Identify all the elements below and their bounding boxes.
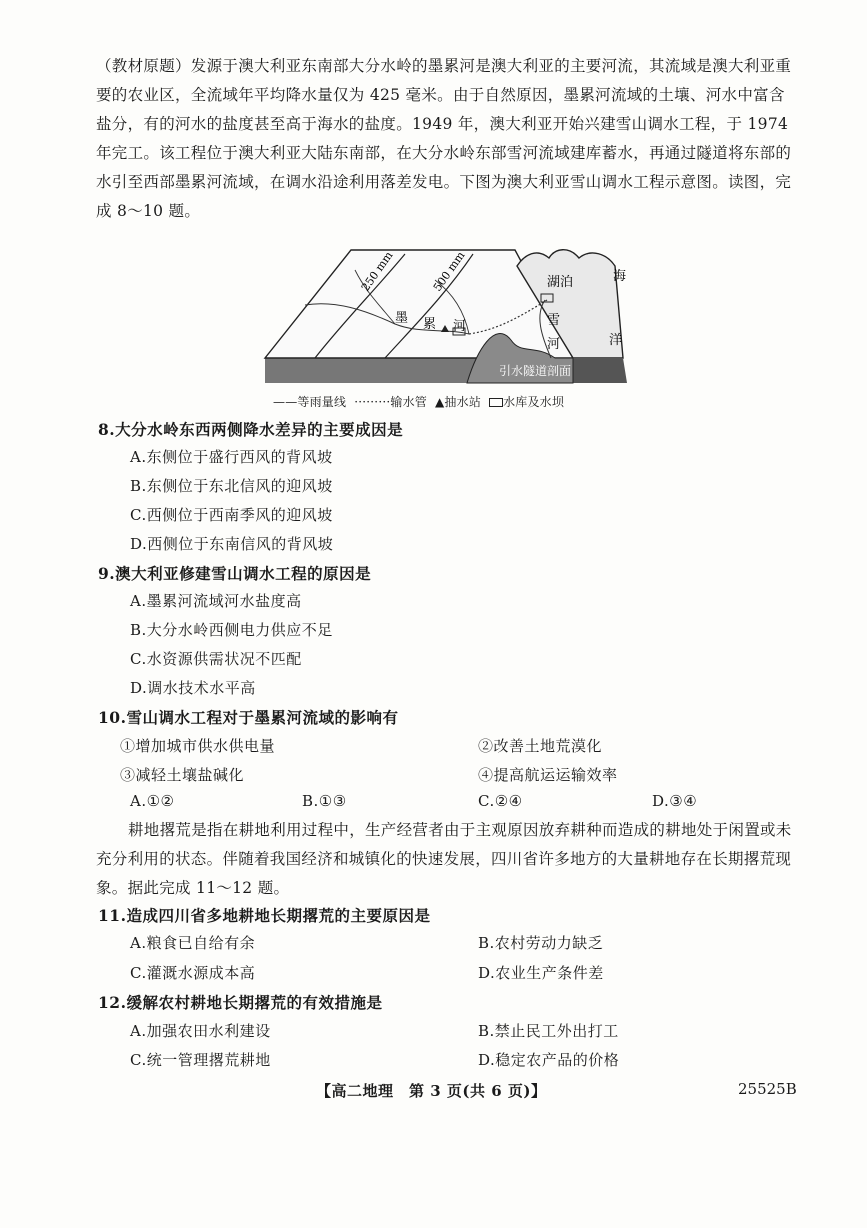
legend-dam-icon — [489, 398, 503, 407]
page-footer: 【高二地理 第 3 页(共 6 页)】 — [316, 1082, 547, 1100]
label-mo: 墨 — [395, 311, 409, 326]
block-diagram-svg — [255, 240, 635, 408]
label-he2: 河 — [547, 337, 561, 352]
question-10-stem: 10.雪山调水工程对于墨累河流域的影响有 — [98, 708, 399, 727]
q11-option-b[interactable]: B.农村劳动力缺乏 — [478, 934, 604, 952]
q9-option-d[interactable]: D.调水技术水平高 — [130, 679, 256, 697]
q8-option-c[interactable]: C.西侧位于西南季风的迎风坡 — [130, 506, 333, 524]
q10-option-c[interactable]: C.②④ — [478, 792, 523, 810]
q10-option-b[interactable]: B.①③ — [302, 792, 347, 810]
label-tunnel: 引水隧道剖面 — [499, 364, 572, 378]
q9-option-a[interactable]: A.墨累河流域河水盐度高 — [130, 592, 302, 610]
snowy-mountains-diagram — [255, 240, 635, 408]
legend-contour: ——等雨量线 — [273, 395, 347, 409]
intro-passage-2-text: 耕地撂荒是指在耕地利用过程中，生产经营者由于主观原因放弃耕种而造成的耕地处于闲置或未充分利用的状态。伴随着我国经济和城镇化的快速发展，四川省许多地方的大量耕地存在长期撂荒现象。据此完成 11～12 题。 — [96, 821, 792, 897]
intro-passage-2 — [96, 816, 798, 903]
q10-option-d[interactable]: D.③④ — [652, 792, 698, 810]
legend-pipe: ·········输水管 — [354, 395, 427, 409]
q8-option-b[interactable]: B.东侧位于东北信风的迎风坡 — [130, 477, 333, 495]
legend-dam: 水库及水坝 — [503, 395, 565, 409]
label-yang: 洋 — [609, 333, 623, 348]
q11-option-c[interactable]: C.灌溉水源成本高 — [130, 964, 256, 982]
label-he: 河 — [453, 319, 467, 334]
q10-item-2: ②改善土地荒漠化 — [478, 737, 603, 755]
label-500: 500 mm — [430, 249, 468, 294]
question-12-stem: 12.缓解农村耕地长期撂荒的有效措施是 — [98, 993, 383, 1012]
map-legend — [273, 393, 564, 410]
label-hai: 海 — [613, 269, 627, 284]
block-side-face — [573, 358, 627, 383]
q9-option-c[interactable]: C.水资源供需状况不匹配 — [130, 650, 302, 668]
q8-option-d[interactable]: D.西侧位于东南信风的背风坡 — [130, 535, 334, 553]
q11-option-a[interactable]: A.粮食已自给有余 — [130, 934, 256, 952]
label-lei: 累 — [423, 317, 437, 332]
q10-item-1: ①增加城市供水供电量 — [120, 737, 276, 755]
q10-option-a[interactable]: A.①② — [130, 792, 175, 810]
q10-item-3: ③减轻土壤盐碱化 — [120, 766, 245, 784]
q11-option-d[interactable]: D.农业生产条件差 — [478, 964, 604, 982]
q12-option-a[interactable]: A.加强农田水利建设 — [130, 1022, 271, 1040]
question-9-stem: 9.澳大利亚修建雪山调水工程的原因是 — [98, 564, 372, 583]
intro-passage-1 — [96, 52, 798, 226]
intro-passage-1-text: （教材原题）发源于澳大利亚东南部大分水岭的墨累河是澳大利亚的主要河流，其流域是澳大利亚重要的农业区，全流域年平均降水量仅为 425 毫米。由于自然原因，墨累河流域的土壤、河水中富含盐分，有的河水的盐度甚至高于海水的盐度。1949 年，澳大利亚开始兴建雪山调水工程，于 1974 年完工。该工程位于澳大利亚大陆东南部，在大分水岭东部雪河流域建库蓄水，再通过隧道将东部的水引至西部墨累河流域，在调水沿途利用落差发电。下图为澳大利亚雪山调水工程示意图。读图，完成 8～10 题。 — [96, 57, 792, 220]
label-lake: 湖泊 — [547, 275, 574, 290]
question-8-stem: 8.大分水岭东西两侧降水差异的主要成因是 — [98, 420, 404, 439]
q12-option-d[interactable]: D.稳定农产品的价格 — [478, 1051, 620, 1069]
legend-pump: ▲抽水站 — [435, 395, 482, 409]
q8-option-a[interactable]: A.东侧位于盛行西风的背风坡 — [130, 448, 333, 466]
q12-option-c[interactable]: C.统一管理撂荒耕地 — [130, 1051, 271, 1069]
q10-item-4: ④提高航运运输效率 — [478, 766, 618, 784]
q12-option-b[interactable]: B.禁止民工外出打工 — [478, 1022, 619, 1040]
q9-option-b[interactable]: B.大分水岭西侧电力供应不足 — [130, 621, 333, 639]
label-xue: 雪 — [547, 313, 561, 328]
paper-code: 25525B — [738, 1080, 797, 1098]
label-250: 250 mm — [358, 249, 396, 294]
question-11-stem: 11.造成四川省多地耕地长期撂荒的主要原因是 — [98, 906, 431, 925]
